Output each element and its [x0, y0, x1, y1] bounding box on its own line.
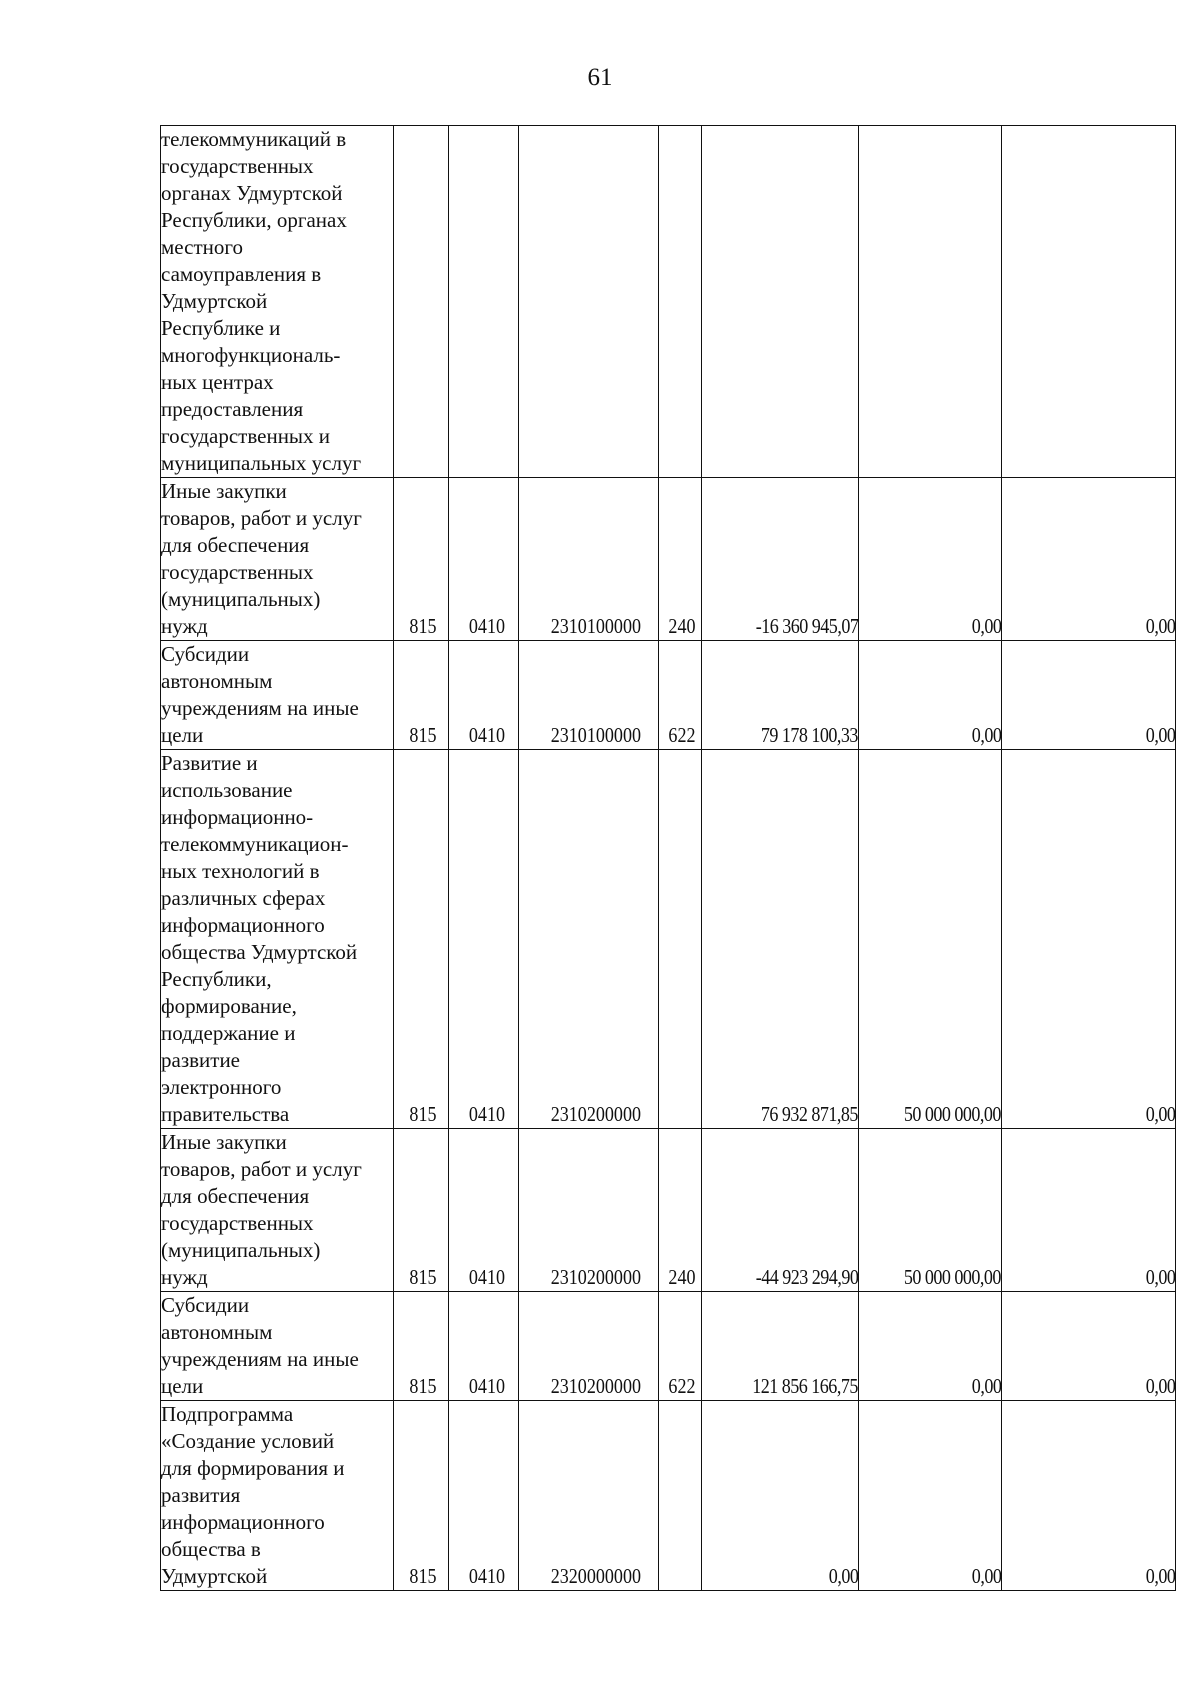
item-name-cell — [161, 750, 394, 1129]
expense-type-cell — [659, 126, 702, 478]
item-name-cell — [161, 1292, 394, 1401]
ministry-code-cell — [394, 126, 449, 478]
item-name-line: Удмуртской — [161, 289, 268, 313]
item-name-cell — [161, 1129, 394, 1292]
budget-table-body — [161, 126, 1176, 1591]
item-name-cell — [161, 478, 394, 641]
item-name-line: формирование, — [161, 994, 297, 1018]
item-name-line: Республики, — [161, 967, 272, 991]
item-name-cell — [161, 1401, 394, 1591]
item-name-line: автономным — [161, 669, 273, 693]
expense-type-value: 622 — [668, 723, 696, 747]
expense-type-cell — [659, 641, 702, 750]
expense-type-value: 240 — [668, 1265, 696, 1289]
item-name-line: ных центрах — [161, 370, 274, 394]
amount-value-2: 0,00 — [971, 1564, 1001, 1588]
item-name-line: многофункциональ- — [161, 343, 341, 367]
item-name-line: учреждениям на иные — [161, 696, 359, 720]
expense-type-cell — [659, 1292, 702, 1401]
amount-cell-1 — [702, 1292, 859, 1401]
section-code-cell — [449, 750, 519, 1129]
section-code-cell — [449, 1129, 519, 1292]
ministry-code-value: 815 — [409, 723, 437, 747]
item-name-line: Подпрограмма — [161, 1402, 294, 1426]
item-name-line: для обеспечения — [161, 533, 310, 557]
item-name-line: государственных — [161, 1211, 314, 1235]
target-article-cell — [519, 126, 659, 478]
section-code-cell — [449, 1401, 519, 1591]
amount-cell-3 — [1002, 750, 1176, 1129]
item-name-line: предоставления — [161, 397, 304, 421]
amount-cell-3 — [1002, 478, 1176, 641]
amount-cell-2 — [859, 478, 1002, 641]
target-article-value: 2310200000 — [550, 1374, 641, 1398]
item-name-line: Иные закупки — [161, 1130, 287, 1154]
item-name-line: органах Удмуртской — [161, 181, 343, 205]
item-name-line: «Создание условий — [161, 1429, 335, 1453]
amount-cell-2 — [859, 126, 1002, 478]
expense-type-cell — [659, 1129, 702, 1292]
item-name-line: учреждениям на иные — [161, 1347, 359, 1371]
amount-cell-3 — [1002, 641, 1176, 750]
amount-value-2: 0,00 — [971, 614, 1001, 638]
table-row — [161, 1292, 1176, 1401]
item-name-line: для формирования и — [161, 1456, 345, 1480]
ministry-code-cell — [394, 1129, 449, 1292]
amount-cell-2 — [859, 750, 1002, 1129]
section-code-cell — [449, 478, 519, 641]
expense-type-cell — [659, 1401, 702, 1591]
amount-cell-3 — [1002, 1129, 1176, 1292]
target-article-value: 2310100000 — [550, 614, 641, 638]
amount-value-3: 0,00 — [1145, 1102, 1175, 1126]
amount-value-1: 0,00 — [828, 1564, 858, 1588]
item-name-line: для обеспечения — [161, 1184, 310, 1208]
ministry-code-value: 815 — [409, 1265, 437, 1289]
section-code-value: 0410 — [468, 723, 505, 747]
ministry-code-value: 815 — [409, 1102, 437, 1126]
section-code-value: 0410 — [468, 1102, 505, 1126]
ministry-code-value: 815 — [409, 614, 437, 638]
amount-cell-2 — [859, 1401, 1002, 1591]
table-row — [161, 641, 1176, 750]
amount-cell-2 — [859, 1129, 1002, 1292]
item-name-line: государственных — [161, 154, 314, 178]
item-name-line: Республики, органах — [161, 208, 347, 232]
amount-value-3: 0,00 — [1145, 1564, 1175, 1588]
target-article-value: 2320000000 — [550, 1564, 641, 1588]
item-name-line: Развитие и — [161, 751, 258, 775]
item-name-line: цели — [161, 723, 204, 747]
item-name-line: Субсидии — [161, 642, 250, 666]
ministry-code-cell — [394, 1401, 449, 1591]
item-name-line: товаров, работ и услуг — [161, 506, 362, 530]
item-name-line: общества в — [161, 1537, 261, 1561]
item-name-line: государственных — [161, 560, 314, 584]
amount-value-3: 0,00 — [1145, 614, 1175, 638]
amount-cell-1 — [702, 1401, 859, 1591]
item-name-line: нужд — [161, 614, 208, 638]
page-number: 61 — [587, 64, 613, 91]
item-name-line: электронного — [161, 1075, 282, 1099]
item-name-line: товаров, работ и услуг — [161, 1157, 362, 1181]
amount-cell-3 — [1002, 1401, 1176, 1591]
amount-value-3: 0,00 — [1145, 723, 1175, 747]
amount-value-3: 0,00 — [1145, 1374, 1175, 1398]
amount-cell-2 — [859, 641, 1002, 750]
item-name-cell — [161, 641, 394, 750]
expense-type-cell — [659, 750, 702, 1129]
target-article-value: 2310100000 — [550, 723, 641, 747]
expense-type-value: 240 — [668, 614, 696, 638]
item-name-line: Субсидии — [161, 1293, 250, 1317]
target-article-value: 2310200000 — [550, 1265, 641, 1289]
target-article-cell — [519, 1401, 659, 1591]
table-row — [161, 750, 1176, 1129]
ministry-code-cell — [394, 750, 449, 1129]
amount-value-1: 121 856 166,75 — [752, 1374, 858, 1398]
table-row — [161, 1401, 1176, 1591]
target-article-value: 2310200000 — [550, 1102, 641, 1126]
table-row — [161, 478, 1176, 641]
section-code-cell — [449, 1292, 519, 1401]
amount-value-2: 50 000 000,00 — [903, 1265, 1001, 1289]
item-name-line: информационного — [161, 913, 325, 937]
item-name-line: развития — [161, 1483, 241, 1507]
item-name-line: телекоммуникаций в — [161, 127, 347, 151]
item-name-line: ных технологий в — [161, 859, 320, 883]
item-name-line: автономным — [161, 1320, 273, 1344]
item-name-line: телекоммуникацион- — [161, 832, 349, 856]
item-name-line: Иные закупки — [161, 479, 287, 503]
item-name-line: развитие — [161, 1048, 241, 1072]
ministry-code-cell — [394, 478, 449, 641]
item-name-line: информационного — [161, 1510, 325, 1534]
amount-value-2: 0,00 — [971, 723, 1001, 747]
item-name-line: правительства — [161, 1102, 290, 1126]
amount-cell-1 — [702, 126, 859, 478]
ministry-code-cell — [394, 641, 449, 750]
section-code-value: 0410 — [468, 1265, 505, 1289]
item-name-line: информационно- — [161, 805, 314, 829]
item-name-line: самоуправления в — [161, 262, 322, 286]
amount-value-2: 50 000 000,00 — [903, 1102, 1001, 1126]
amount-cell-1 — [702, 478, 859, 641]
amount-cell-1 — [702, 1129, 859, 1292]
item-name-line: местного — [161, 235, 243, 259]
section-code-cell — [449, 641, 519, 750]
target-article-cell — [519, 1129, 659, 1292]
amount-cell-1 — [702, 641, 859, 750]
amount-value-1: -16 360 945,07 — [755, 614, 858, 638]
item-name-line: (муниципальных) — [161, 1238, 321, 1262]
table-row — [161, 1129, 1176, 1292]
item-name-line: государственных и — [161, 424, 331, 448]
item-name-line: различных сферах — [161, 886, 326, 910]
item-name-line: муниципальных услуг — [161, 451, 362, 475]
amount-cell-3 — [1002, 1292, 1176, 1401]
section-code-cell — [449, 126, 519, 478]
ministry-code-value: 815 — [409, 1374, 437, 1398]
target-article-cell — [519, 641, 659, 750]
ministry-code-value: 815 — [409, 1564, 437, 1588]
amount-value-2: 0,00 — [971, 1374, 1001, 1398]
amount-value-3: 0,00 — [1145, 1265, 1175, 1289]
amount-cell-1 — [702, 750, 859, 1129]
amount-cell-3 — [1002, 126, 1176, 478]
amount-cell-2 — [859, 1292, 1002, 1401]
budget-table — [160, 125, 1176, 1591]
section-code-value: 0410 — [468, 614, 505, 638]
ministry-code-cell — [394, 1292, 449, 1401]
expense-type-cell — [659, 478, 702, 641]
item-name-cell — [161, 126, 394, 478]
amount-value-1: -44 923 294,90 — [755, 1265, 858, 1289]
item-name-line: использование — [161, 778, 293, 802]
item-name-line: общества Удмуртской — [161, 940, 358, 964]
item-name-line: Республике и — [161, 316, 281, 340]
item-name-line: (муниципальных) — [161, 587, 321, 611]
amount-value-1: 76 932 871,85 — [760, 1102, 858, 1126]
amount-value-1: 79 178 100,33 — [760, 723, 858, 747]
item-name-line: поддержание и — [161, 1021, 296, 1045]
section-code-value: 0410 — [468, 1564, 505, 1588]
target-article-cell — [519, 1292, 659, 1401]
target-article-cell — [519, 750, 659, 1129]
table-row — [161, 126, 1176, 478]
item-name-line: цели — [161, 1374, 204, 1398]
item-name-line: Удмуртской — [161, 1564, 268, 1588]
target-article-cell — [519, 478, 659, 641]
item-name-line: нужд — [161, 1265, 208, 1289]
expense-type-value: 622 — [668, 1374, 696, 1398]
section-code-value: 0410 — [468, 1374, 505, 1398]
